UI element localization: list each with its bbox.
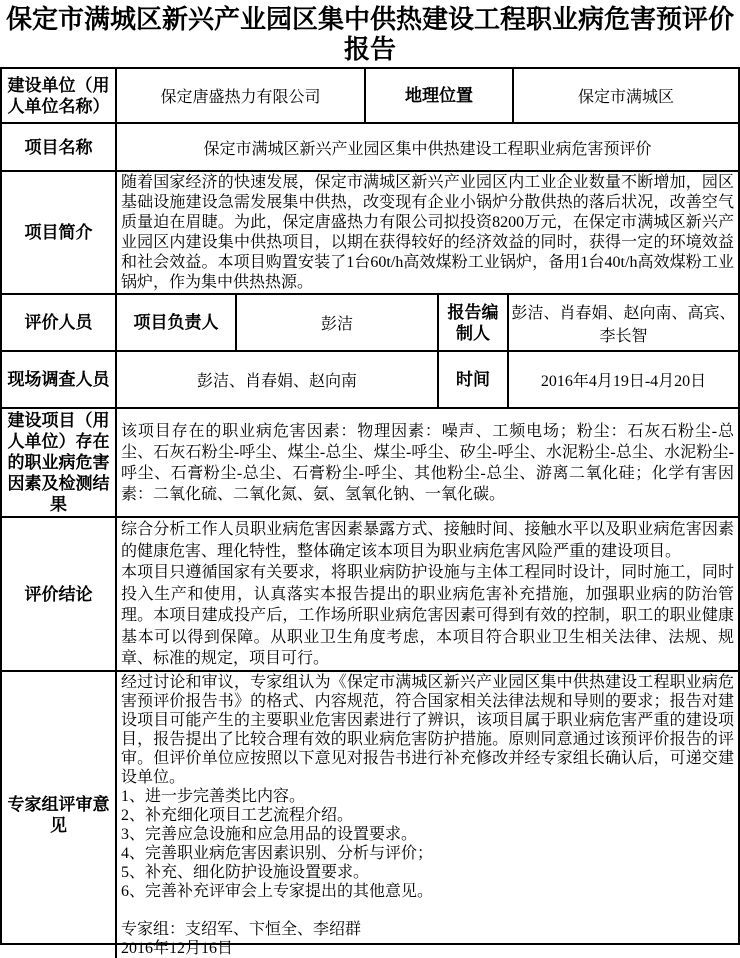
review-item-3: 3、完善应急设施和应急用品的设置要求。 (121, 826, 418, 843)
hazard-factors-label: 建设项目（用人单位）存在的职业病危害因素及检测结果 (7, 411, 110, 514)
review-item-2: 2、补充细化项目工艺流程介绍。 (121, 807, 354, 824)
project-summary-text: 随着国家经济的快速发展，保定市满城区新兴产业园区内工业企业数量不断增加，园区基础设施建设急需发展集中供热，改变现有企业小锅炉分散供热的落后状况，改善空气质量迫在眉睫。为此，保定唐盛热力有限公司拟投资8200万元，在保定市满城区新兴产业园区内建设集中供热项目，以期在获得较好的经济效益的同时，获得一定的环境效益和社会效益。本项目购置安装了1台60t/h高效煤粉工业锅炉，备用1台40t/h高效煤粉工业锅炉，作为集中供热热源。 (121, 174, 734, 291)
hazard-factors-text: 该项目存在的职业病危害因素：物理因素：噪声、工频电场；粉尘：石灰石粉尘-总尘、石灰石粉尘-呼尘、煤尘-总尘、煤尘-呼尘、矽尘-呼尘、水泥粉尘-总尘、水泥粉尘-呼尘、石膏粉尘-总尘、石膏粉尘-呼尘、其他粉尘-总尘、游离二氧化硅；化学有害因素：二氧化硫、二氧化氮、氨、氢氧化钠、一氧化碳。 (121, 423, 734, 503)
site-survey-row (2, 350, 738, 407)
report-writers-label: 报告编制人 (437, 295, 507, 350)
project-name-value: 保定市满城区新兴产业园区集中供热建设工程职业病危害预评价 (115, 124, 738, 170)
project-summary-label: 项目简介 (24, 223, 93, 242)
review-item-1: 1、进一步完善类比内容。 (121, 788, 306, 805)
site-survey-value: 彭洁、肖春娟、赵向南 (115, 352, 437, 407)
review-item-6: 6、完善补充评审会上专家提出的其他意见。 (121, 883, 434, 900)
project-leader-label: 项目负责人 (115, 295, 235, 350)
construction-unit-value: 保定唐盛热力有限公司 (115, 69, 364, 122)
time-label: 时间 (437, 352, 507, 407)
conclusion-cell (115, 518, 738, 670)
time-value: 2016年4月19日-4月20日 (507, 352, 738, 407)
construction-unit-label: 建设单位（用人单位名称） (7, 75, 110, 116)
conclusion-label: 评价结论 (24, 584, 93, 604)
construction-unit-row (2, 69, 738, 122)
project-name-row (2, 122, 738, 170)
review-item-4: 4、完善职业病危害因素识别、分析与评价； (121, 845, 434, 862)
report-title: 保定市满城区新兴产业园区集中供热建设工程职业病危害预评价报告 (6, 4, 735, 64)
expert-review-paragraph: 经过讨论和审议，专家组认为《保定市满城区新兴产业园区集中供热建设工程职业病危害预评价报告书》的格式、内容规范，符合国家相关法律法规和导则的要求；报告对建设项目可能产生的主要职业危害因素进行了辨识，该项目属于职业病危害严重的建设项目，报告提出了比较合理有效的职业病危害防护措施。原则同意通过该预评价报告的评审。但评价单位应按照以下意见对报告书进行补充修改并经专家组长确认后，可递交建设单位。 (121, 674, 734, 786)
report-writers-value: 彭洁、肖春娟、赵向南、高宾、李长智 (507, 295, 738, 350)
hazard-factors-cell (115, 409, 738, 516)
project-summary-cell (115, 172, 738, 293)
expert-review-cell (115, 672, 738, 958)
hazard-factors-row (2, 407, 738, 516)
geographic-location-label: 地理位置 (364, 69, 512, 122)
conclusion-paragraph-1: 综合分析工作人员职业病危害因素暴露方式、接触时间、接触水平以及职业病危害因素的健康危害、理化特性，整体确定该本项目为职业病危害风险严重的建设项目。 (121, 521, 734, 560)
evaluators-label: 评价人员 (24, 313, 93, 332)
site-survey-label: 现场调查人员 (7, 370, 110, 389)
expert-group-names: 专家组：支绍军、卞恒全、李绍群 (121, 921, 362, 938)
review-item-5: 5、补充、细化防护设施设置要求。 (121, 864, 370, 881)
project-leader-value: 彭洁 (235, 295, 437, 350)
geographic-location-value: 保定市满城区 (512, 69, 738, 122)
project-name-label: 项目名称 (24, 137, 93, 157)
expert-review-label: 专家组评审意见 (7, 795, 110, 835)
conclusion-row (2, 516, 738, 670)
review-date: 2016年12月16日 (121, 940, 234, 957)
report-table (0, 67, 740, 957)
conclusion-paragraph-2: 本项目只遵循国家有关要求，将职业病防护设施与主体工程同时设计，同时施工，同时投入生产和使用，认真落实本报告提出的职业病危害补充措施，加强职业病的防治管理。本项目建成投产后，工作场所职业病危害因素可得到有效的控制，职工的职业健康基本可以得到保障。从职业卫生角度考虑，本项目符合职业卫生相关法律、法规、规章、标准的规定，项目可行。 (121, 564, 734, 667)
expert-review-row (2, 670, 738, 958)
evaluators-row (2, 293, 738, 350)
project-summary-row (2, 170, 738, 293)
